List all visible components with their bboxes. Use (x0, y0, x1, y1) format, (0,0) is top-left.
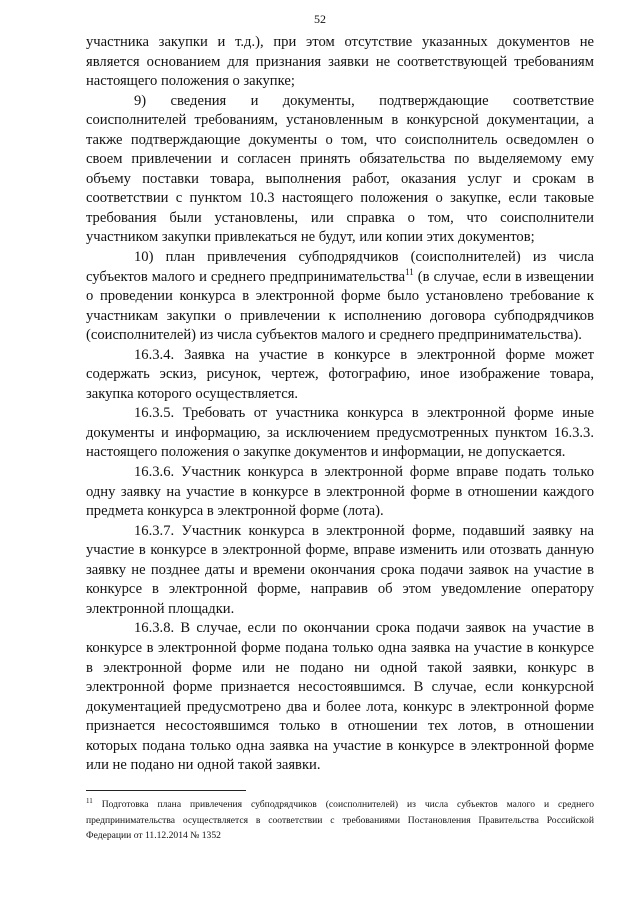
footnote (86, 797, 594, 844)
clause-16-3-5: 16.3.5. Требовать от участника конкурса в электронной форме иные документы и информацию, за исключением предусмотренных пунктом 16.3.3. настоящего положения о закупке документов и информации, не допускается. (86, 405, 594, 461)
clause-16-3-6: 16.3.6. Участник конкурса в электронной форме вправе подать только одну заявку на участие в конкурсе в электронной форме в отношении каждого предмета конкурса в электронной форме (лота). (86, 464, 594, 520)
clause-16-3-8: 16.3.8. В случае, если по окончании срока подачи заявок на участие в конкурсе в электронной форме подана только одна заявка на участие в конкурсе в электронной форме или не подано ни одной такой заявки, конкурс в электронной форме признается несостоявшимся. В случае, если конкурсной документацией предусмотрено два и более лота, конкурс в электронной форме признается несостоявшимся только в отношении тех лотов, в отношении которых подана только одна заявка на участие в конкурсе в электронной форме или не подано ни одной такой заявки. (86, 620, 594, 774)
paragraph-continuation: участника закупки и т.д.), при этом отсутствие указанных документов не является основанием для признания заявки не соответствующей требованиям настоящего положения о закупке; (86, 34, 594, 90)
footnote-reference-mark: 11 (405, 266, 414, 277)
list-item-10-text-end: (в случае, если в извещении о проведении конкурса в электронной форме было установлено требование к участникам закупки о привлечении к исполнению договора субподрядчиков (соисполнителей) из числа субъектов малого и среднего предпринимательства). (86, 268, 594, 344)
document-body (86, 33, 594, 776)
clause-16-3-4: 16.3.4. Заявка на участие в конкурсе в электронной форме может содержать эскиз, рисунок, чертеж, фотографию, иное изображение товара, закупка которого осуществляется. (86, 346, 594, 402)
footnote-text: Подготовка плана привлечения субподрядчиков (соисполнителей) из числа субъектов малого и среднего предпринимательства осуществляется в соответствии с требованиями Постановления Правительства Российской Федерации от 11.12.2014 № 1352 (86, 799, 594, 841)
clause-16-3-7: 16.3.7. Участник конкурса в электронной форме, подавший заявку на участие в конкурсе в электронной форме, вправе изменить или отозвать данную заявку не позднее даты и времени окончания срока подачи заявок на участие в конкурсе в электронной форме, направив об этом уведомление оператору электронной площадки. (86, 522, 594, 617)
footnote-mark: 11 (86, 796, 93, 805)
footnote-separator (86, 790, 246, 791)
page-number: 52 (314, 12, 326, 26)
list-item-10-text-start: 10) план привлечения субподрядчиков (соисполнителей) из числа субъектов малого и среднего предпринимательства (86, 249, 594, 285)
list-item-10 (86, 248, 594, 346)
list-item-9: 9) сведения и документы, подтверждающие соответствие соисполнителей требованиям, установленным в конкурсной документации, а также подтверждающие документы о том, что соисполнитель осведомлен о своем привлечении и согласен принять обязательства по выделяемому ему объему поставки товара, выполнения работ, оказания услуг и срокам в соответствии с пунктом 10.3 настоящего положения о закупке, если таковые требования были установлены, или справка о том, что соисполнители участником закупки привлекаться не будут, или копии этих документов; (86, 92, 594, 246)
